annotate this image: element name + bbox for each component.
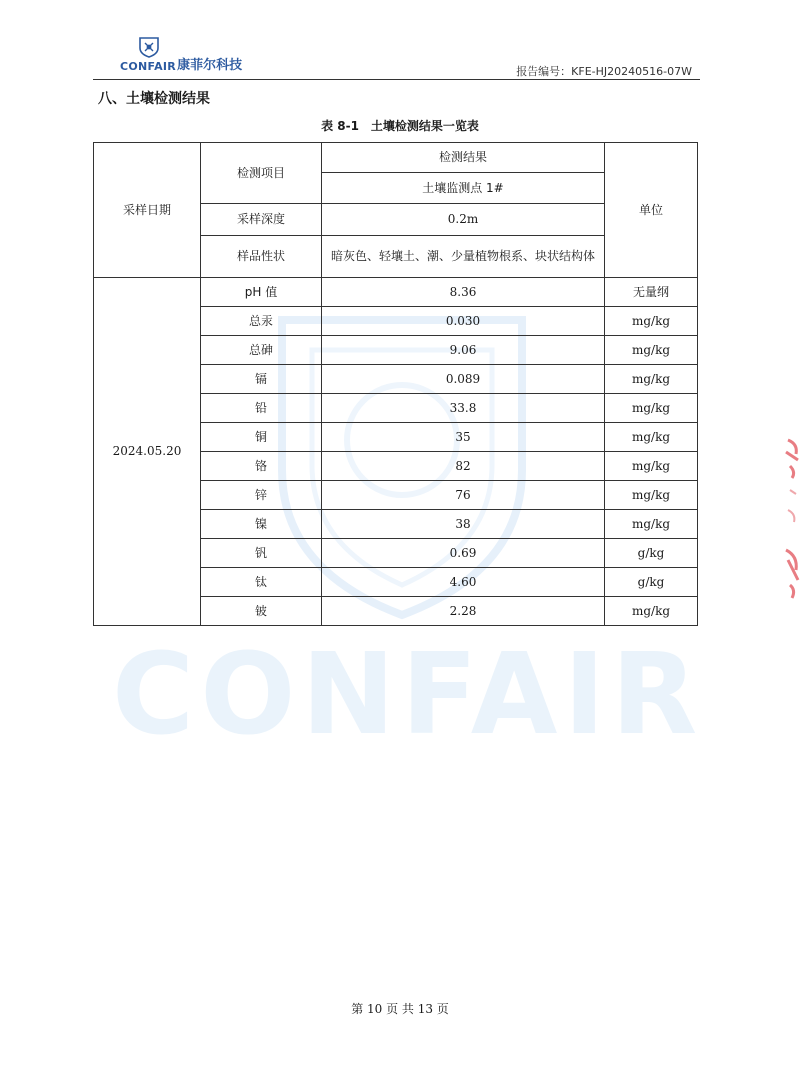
item-cell: 钒 [201, 539, 322, 568]
item-cell: 钛 [201, 568, 322, 597]
watermark-text: CONFAIR [112, 630, 704, 760]
depth-label: 采样深度 [201, 204, 322, 236]
section-title: 八、土壤检测结果 [98, 91, 210, 107]
value-cell: 35 [322, 423, 605, 452]
seal-stamp-icon [760, 430, 800, 610]
depth-value: 0.2m [322, 204, 605, 236]
unit-cell: g/kg [605, 539, 698, 568]
item-cell: 锌 [201, 481, 322, 510]
unit-cell: mg/kg [605, 510, 698, 539]
header-unit: 单位 [605, 143, 698, 278]
table-row [94, 278, 698, 307]
unit-cell: mg/kg [605, 481, 698, 510]
header-divider [93, 79, 700, 80]
property-label: 样品性状 [201, 236, 322, 278]
header-monitoring-point: 土壤监测点 1# [322, 173, 605, 204]
property-value: 暗灰色、轻壤土、潮、少量植物根系、块状结构体 [322, 236, 605, 278]
header-test-result: 检测结果 [322, 143, 605, 173]
table-caption: 表 8-1 土壤检测结果一览表 [321, 119, 479, 133]
page-footer: 第 10 页 共 13 页 [351, 1002, 449, 1016]
header-sampling-date: 采样日期 [94, 143, 201, 278]
company-emblem-icon [138, 36, 160, 58]
value-cell: 2.28 [322, 597, 605, 626]
value-cell: 0.089 [322, 365, 605, 394]
unit-cell: mg/kg [605, 452, 698, 481]
value-cell: 0.69 [322, 539, 605, 568]
value-cell: 4.60 [322, 568, 605, 597]
header-test-item: 检测项目 [201, 143, 322, 204]
unit-cell: g/kg [605, 568, 698, 597]
item-cell: 总汞 [201, 307, 322, 336]
item-cell: 镍 [201, 510, 322, 539]
company-logo [120, 38, 242, 73]
value-cell: 9.06 [322, 336, 605, 365]
item-cell: 铅 [201, 394, 322, 423]
value-cell: 82 [322, 452, 605, 481]
sampling-date-value: 2024.05.20 [94, 278, 201, 626]
unit-cell: mg/kg [605, 423, 698, 452]
unit-cell: 无量纲 [605, 278, 698, 307]
unit-cell: mg/kg [605, 365, 698, 394]
value-cell: 76 [322, 481, 605, 510]
item-cell: 铍 [201, 597, 322, 626]
value-cell: 8.36 [322, 278, 605, 307]
item-cell: 铜 [201, 423, 322, 452]
item-cell: 铬 [201, 452, 322, 481]
logo-text-en: CONFAIR [120, 60, 177, 73]
unit-cell: mg/kg [605, 394, 698, 423]
unit-cell: mg/kg [605, 597, 698, 626]
soil-results-table [93, 142, 698, 626]
logo-text-cn: 康菲尔科技 [177, 58, 243, 73]
value-cell: 33.8 [322, 394, 605, 423]
item-cell: 镉 [201, 365, 322, 394]
unit-cell: mg/kg [605, 336, 698, 365]
report-number: 报告编号：KFE-HJ20240516-07W [516, 65, 692, 78]
value-cell: 0.030 [322, 307, 605, 336]
unit-cell: mg/kg [605, 307, 698, 336]
item-cell: pH 值 [201, 278, 322, 307]
value-cell: 38 [322, 510, 605, 539]
item-cell: 总砷 [201, 336, 322, 365]
